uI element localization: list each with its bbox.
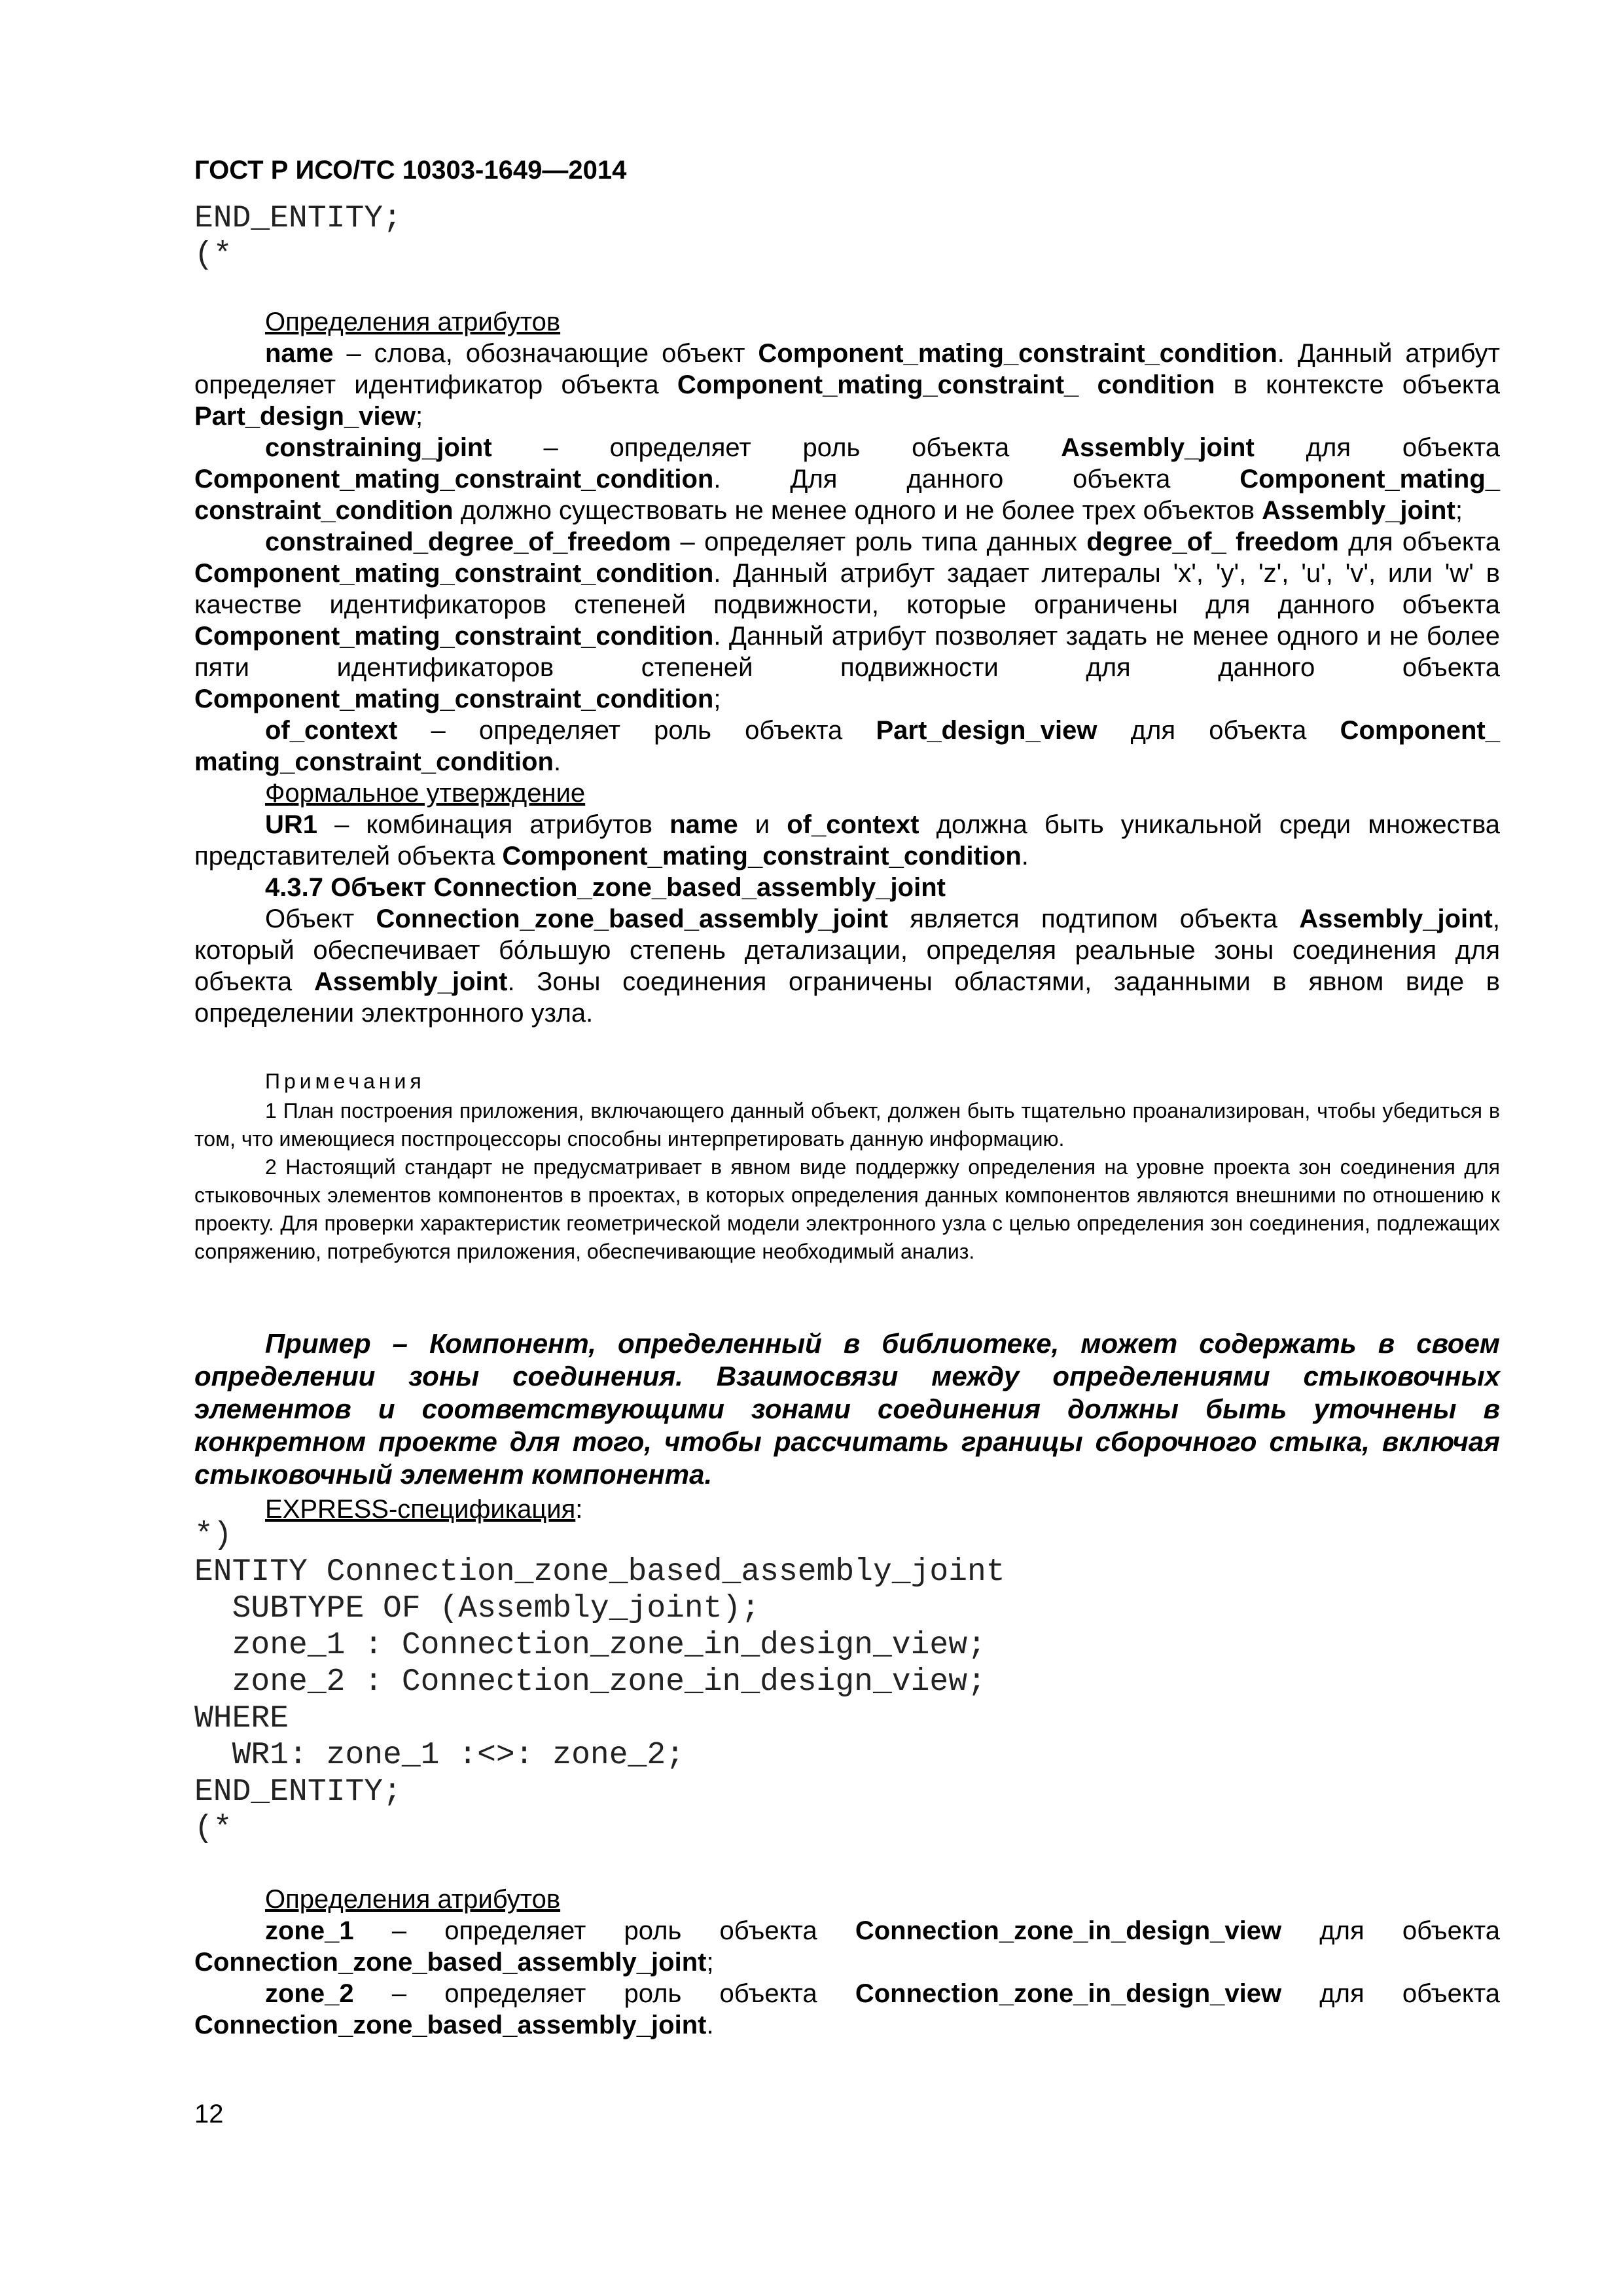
attr-zone-2-paragraph: zone_2 – определяет роль объекта Connection_zone_in_design_view для объекта Connection_zone_based_assembly_joint.	[194, 1979, 1500, 2039]
attr-of-context-paragraph: of_context – определяет роль объекта Part_design_view для объекта Component_ mating_constraint_condition.	[194, 716, 1500, 776]
section-heading: 4.3.7 Объект Connection_zone_based_assembly_joint	[265, 873, 946, 902]
note-1: 1 План построения приложения, включающего данный объект, должен быть тщательно проанализирован, чтобы убедиться в том, что имеющиеся постпроцессоры способны интерпретировать данную информацию.	[194, 1099, 1500, 1151]
page-number: 12	[194, 2100, 224, 2128]
attribute-definitions-1	[194, 306, 1500, 1029]
attr-name-paragraph: name – слова, обозначающие объект Component_mating_constraint_condition. Данный атрибут определяет идентификатор объекта Component_mating_constraint_ condition в контексте объекта Part_design_view;	[194, 339, 1501, 431]
attribute-definitions-heading-2: Определения атрибутов	[265, 1885, 561, 1914]
attr-constraining-joint-paragraph: constraining_joint – определяет роль объекта Assembly_joint для объекта Component_mating_constraint_condition. Для данного объекта Component_mating_ constraint_condition должно существовать не менее одного и не более трех объектов Assembly_joint;	[194, 433, 1500, 525]
example-paragraph: Пример – Компонент, определенный в библиотеке, может содержать в своем определении зоны соединения. Взаимосвязи между определениями стыковочных элементов и соответствующими зонами соединения должны быть уточнены в конкретном проекте для того, чтобы рассчитать границы сборочного стыка, включая стыковочный элемент компонента.	[194, 1328, 1500, 1490]
example-block	[194, 1327, 1500, 1525]
express-code-block-2: *) ENTITY Connection_zone_based_assembly_joint SUBTYPE OF (Assembly_joint); zone_1 : Connection_zone_in_design_view; zone_2 : Connection_zone_in_design_view; WHERE WR1: zone_1 :<>: zone_2; END_ENTITY; (*	[194, 1518, 1005, 1846]
express-code-block-1: END_ENTITY; (*	[194, 201, 402, 273]
formal-statement-heading: Формальное утверждение	[265, 779, 586, 808]
document-header: ГОСТ Р ИСО/ТС 10303-1649—2014	[194, 156, 627, 185]
attr-zone-1-paragraph: zone_1 – определяет роль объекта Connection_zone_in_design_view для объекта Connection_zone_based_assembly_joint;	[194, 1916, 1500, 1977]
notes-block	[194, 1068, 1500, 1266]
attribute-definitions-2	[194, 1884, 1500, 2041]
formal-statement-paragraph: UR1 – комбинация атрибутов name и of_context должна быть уникальной среди множества представителей объекта Component_mating_constraint_condition.	[194, 810, 1501, 870]
attribute-definitions-heading: Определения атрибутов	[265, 308, 561, 336]
attr-constrained-dof-paragraph: constrained_degree_of_freedom – определяет роль типа данных degree_of_ freedom для объекта Component_mating_constraint_condition. Данный атрибут задает литералы 'x', 'y', 'z', 'u', 'v', или 'w' в качестве идентификаторов степеней подвижности, которые ограничены для данного объекта Component_mating_constraint_condition. Данный атрибут позволяет задать не менее одного и не более пяти идентификаторов степеней подвижности для данного объекта Component_mating_constraint_condition;	[194, 528, 1500, 713]
notes-heading: Примечания	[265, 1069, 425, 1093]
express-spec-label: EXPRESS-спецификация:	[265, 1495, 583, 1524]
section-paragraph: Объект Connection_zone_based_assembly_joint является подтипом объекта Assembly_joint, который обеспечивает бо́льшую степень детализации, определяя реальные зоны соединения для объекта Assembly_joint. Зоны соединения ограничены областями, заданными в явном виде в определении электронного узла.	[194, 905, 1500, 1028]
note-2: 2 Настоящий стандарт не предусматривает в явном виде поддержку определения на уровне проекта зон соединения для стыковочных элементов компонентов в проектах, в которых определения данных компонентов являются внешними по отношению к проекту. Для проверки характеристик геометрической модели электронного узла с целью определения зон соединения, подлежащих сопряжению, потребуются приложения, обеспечивающие необходимый анализ.	[194, 1155, 1500, 1263]
